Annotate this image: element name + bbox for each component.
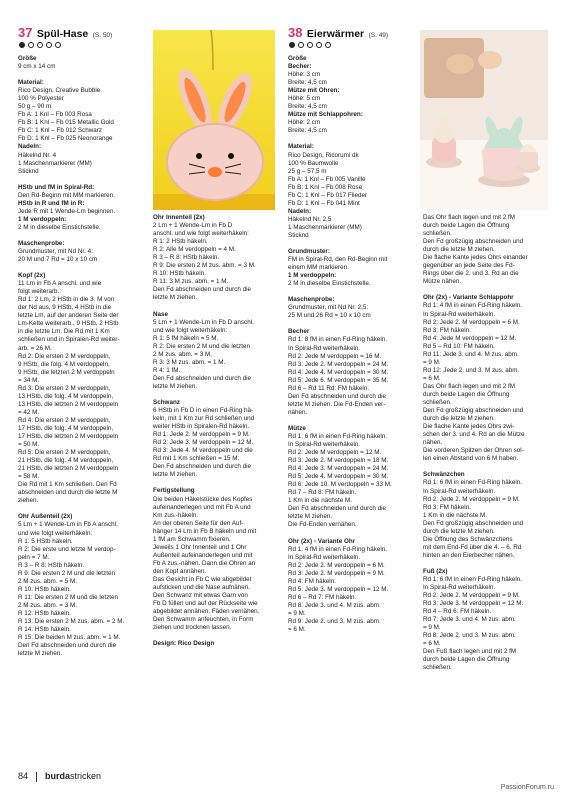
difficulty-dot-empty <box>325 42 331 48</box>
instruction-line: Rd 2: Jede 2. M verdoppeln = 9 M. <box>423 592 520 600</box>
instruction-line: und wie folgt weiterhäkeln: <box>18 529 93 537</box>
instruction-heading: 1 M verdoppeln: <box>18 215 67 223</box>
instruction-line: 2 Lm + 1 Wende-Lm in Fb D <box>153 222 233 230</box>
left-difficulty-dots <box>19 42 61 48</box>
instruction-block <box>288 425 413 530</box>
instruction-line: Höhe: 5 cm <box>288 95 321 103</box>
instruction-line: ziehen. <box>18 497 39 505</box>
instruction-line: Rd 5: Jede 6. M verdoppeln = 35 M. <box>288 376 389 384</box>
instruction-line: Rd 2: Jede M verdoppeln = 12 M. <box>288 449 382 457</box>
instruction-line: Rd 7: Jede 3. und 4. M zus. abm. <box>423 616 516 624</box>
left-pattern-title: Spül-Hase <box>36 28 89 40</box>
instruction-line: Fb B: 1 Knl – Fb 008 Rose <box>288 183 363 191</box>
instruction-line: Rd 5: Die ersten 2 M verdoppeln, <box>18 449 111 457</box>
instruction-line: R 9: Die ersten 2 M und die letzten <box>18 569 115 577</box>
instruction-line: Die Rd mit 1 Km schließen. Den Fd <box>18 481 117 489</box>
instruction-heading: HStb und fM in Spiral-Rd: <box>18 183 95 191</box>
instruction-line: In Spiral-Rd weiterhäkeln. <box>288 553 361 561</box>
instruction-line: schen der 3. und 4. Rd an die Mütze <box>423 431 525 439</box>
instruction-line: Fb B: 1 Knl – Fb 015 Metallic Gold <box>18 119 114 127</box>
instruction-line: 25 g – 57,5 m <box>288 167 327 175</box>
difficulty-dot-empty <box>55 42 61 48</box>
instruction-line: Rd 5: Jede 3. M verdoppeln = 12 M. <box>288 585 389 593</box>
instruction-line: Rd 4: Die ersten 2 M verdoppeln, <box>18 416 111 424</box>
instruction-line: 13 HStb, die letzten 2 M verdoppeln <box>18 400 119 408</box>
instruction-line: 5 Lm + 1 Wende-Lm in Fb A anschl. <box>18 521 118 529</box>
instruction-line: In Spiral-Rd weiterhäkeln. <box>288 441 361 449</box>
instruction-heading: Kopf (2x) <box>18 272 46 280</box>
instruction-line: Den Fd abschneiden und durch die <box>153 286 252 294</box>
instruction-line: Fb C: 1 Knl – Fb 012 Schwarz <box>18 127 102 135</box>
instruction-line: 21 HStb, die folg. 4 M verdoppeln, <box>18 457 114 465</box>
instruction-heading: Größe <box>288 55 307 62</box>
instruction-line: Rd 8: Jede 2. und 3. M zus. abm. <box>423 632 516 640</box>
instruction-heading: Material: <box>288 143 314 151</box>
instruction-line: Sticknd <box>288 231 309 239</box>
instruction-line: Rd 2: Jede 2. M verdoppeln = 6 M. <box>288 561 385 569</box>
instruction-line: = 6 M. <box>423 374 441 382</box>
instruction-line: Rd 4: Jede 4. M verdoppeln = 30 M. <box>288 368 389 376</box>
instruction-line: Rd 1: 6 fM in einen Fd-Ring häkeln. <box>288 432 388 440</box>
instruction-line: Rd 1: 4 fM in einen Fd-Ring häkeln. <box>288 545 388 553</box>
instruction-line: 2 M zus. abm. = 3 M. <box>153 350 212 358</box>
right-difficulty-dots <box>289 42 331 48</box>
egg-cosy-photo <box>420 30 548 210</box>
instruction-line: Fb D füllen und auf der Rückseite wie <box>153 600 258 608</box>
instruction-line: R 3 – R 8: HStb häkeln. <box>18 561 85 569</box>
instruction-line: Rd 5: Jede 4. M verdoppeln = 30 M. <box>288 473 389 481</box>
right-pattern-title: Eierwärmer <box>306 28 365 40</box>
instruction-line: Den Fd abschneiden und durch die <box>153 374 252 382</box>
instruction-line: den Kopf annähen. <box>153 567 207 575</box>
instruction-line: durch die letzte M ziehen. <box>423 246 495 254</box>
instruction-line: folgt weiterarb.: <box>18 288 62 296</box>
instruction-block <box>423 214 548 286</box>
instruction-line: In Spiral-Rd weiterhäkeln. <box>423 310 496 318</box>
instruction-line: = 6 M. <box>288 626 306 634</box>
instruction-line: = 6 M. <box>423 640 441 648</box>
left-pattern-header <box>18 24 112 42</box>
instruction-heading: HStb in R und fM in R: <box>18 199 85 207</box>
instruction-line: letzte M ziehen. <box>153 471 198 479</box>
instruction-line: In Spiral-Rd weiterhäkeln. <box>423 584 496 592</box>
instruction-line: In Spiral-Rd weiterhäkeln. <box>288 344 361 352</box>
instruction-line: An der oberen Seite für den Auf- <box>153 519 244 527</box>
instruction-line: Den Fd abschneiden und durch die <box>18 642 117 650</box>
instruction-line: Rd 9: Jede 2. und 3. M zus. abm. <box>288 618 381 625</box>
instruction-line: schließen. <box>423 399 452 407</box>
instruction-line: Rico Design, Creative Bubble <box>18 87 101 95</box>
instruction-line: letzte M ziehen. <box>153 294 198 302</box>
instruction-line: Fb A: 1 Knl – Fb 003 Rosa <box>18 111 92 119</box>
instruction-heading: Ohr (2x) - Variante Ohr <box>288 537 356 545</box>
instruction-line: Rico Design, Ricorumi dk <box>288 151 359 159</box>
instruction-line: Den Fd großzügig abschneiden und <box>423 519 524 527</box>
instruction-line: letzte M ziehen. Die Fd-Enden ver- <box>288 400 386 408</box>
instruction-heading: Grundmuster: <box>288 248 330 256</box>
instruction-line: Rd 4: Jede 3. M verdoppeln = 24 M. <box>288 465 389 473</box>
instruction-line: R 2: Die ersten 2 M und die letzten <box>153 342 250 350</box>
instruction-block <box>18 79 140 176</box>
instruction-line: R 3: 3 M zus. abm. = 1 M. <box>153 358 226 366</box>
page-footer <box>18 771 101 782</box>
instruction-line: hänger 14 Lm in Fb B häkeln und mit <box>153 527 257 535</box>
instruction-heading: Mütze <box>288 424 306 432</box>
right-pattern-page-ref: (S. 49) <box>368 32 389 39</box>
instruction-block <box>423 471 548 560</box>
instruction-line: Rd 3: Die ersten 2 M verdoppeln, <box>18 384 111 392</box>
instruction-line: R 11: Die ersten 2 M und die letzten <box>18 593 118 601</box>
instruction-block <box>18 184 140 232</box>
instruction-line: nähen. <box>423 439 443 447</box>
instruction-line: Rd 2: Jede M verdoppeln = 16 M. <box>288 352 382 360</box>
instruction-line: durch beide Lagen die Öffnung <box>423 390 510 398</box>
instruction-line: nähen. <box>288 408 308 416</box>
instruction-line: = 34 M. <box>18 376 40 384</box>
instruction-heading: Maschenprobe: <box>18 239 65 247</box>
instruction-line: = 9 M. <box>288 609 306 617</box>
instruction-heading: Mütze mit Schlappohren: <box>288 111 363 119</box>
instruction-heading: Fertigstellung <box>153 487 195 495</box>
instruction-line: 25 M und 26 Rd = 10 x 10 cm <box>288 312 371 320</box>
instruction-heading: Material: <box>18 79 44 87</box>
instruction-line: schließen. <box>423 664 452 672</box>
instruction-line: R 15: Die beiden M zus. abm. = 1 M. <box>18 634 121 642</box>
instruction-line: 20 M und 7 Rd = 10 x 10 cm <box>18 256 98 264</box>
instruction-line: der Nd aus, 9 HStb, 4 HStb in die <box>18 304 112 312</box>
instruction-line: Rd 3: Jede 4. M verdoppeln und die <box>153 447 253 455</box>
instruction-line: Rd 3: FM häkeln. <box>423 326 471 334</box>
instruction-line: 2 M zus. abm. = 5 M. <box>18 577 77 585</box>
instruction-line: R 1: 2 HStb häkeln. <box>153 238 208 246</box>
instruction-line: R 10: HStb häkeln. <box>18 585 71 593</box>
instruction-line: Breite: 4,5 cm <box>288 103 327 111</box>
instruction-heading: Mütze mit Ohren: <box>288 87 340 95</box>
instruction-line: Rd 1: 4 fM in einen Fd-Ring häkeln. <box>423 302 523 310</box>
instruction-line: Die Öffnung des Schwänzchens <box>423 535 513 543</box>
instruction-line: Mütze nähen. <box>423 278 462 286</box>
difficulty-dot-filled <box>19 42 25 48</box>
instruction-block <box>288 55 413 135</box>
instruction-line: Fb D: 1 Knl – Fb 041 Mint <box>288 199 360 207</box>
instruction-block <box>288 296 413 320</box>
difficulty-dot-empty <box>298 42 304 48</box>
instruction-line: Die Fd-Enden vernähen. <box>288 521 357 529</box>
instruction-line: 2 M zus. abm. = 3 M. <box>18 601 77 609</box>
instruction-line: anschl. und wie folgt weiterhäkeln: <box>153 230 249 238</box>
instruction-line: Rd 4: FM häkeln. <box>288 577 336 585</box>
instruction-line: Fb A: 1 Knl – Fb 005 Vanille <box>288 175 366 183</box>
instruction-block <box>18 55 140 71</box>
instruction-line: 1 Maschenmarkierer (MM) <box>18 159 92 167</box>
instruction-line: Höhe: 2 cm <box>288 119 321 127</box>
instruction-line: = 42 M. <box>18 408 40 416</box>
instruction-line: Rd 2: Jede 3. M verdoppeln = 12 M. <box>153 439 254 447</box>
instruction-line: 13 HStb, die folg. 4 M verdoppeln, <box>18 392 114 400</box>
instruction-block <box>153 640 278 648</box>
instruction-line: Rd 6 – Rd 11 Rd: FM häkeln. <box>288 384 370 392</box>
instruction-line: Grundmuster, mit Nd Nr. 2,5: <box>288 304 369 312</box>
instruction-line: 5 Lm + 1 Wende-Lm in Fb D anschl. <box>153 318 254 326</box>
instruction-line: Rd 7 – Rd 8: FM häkeln. <box>288 489 357 497</box>
left-column-1 <box>18 55 140 666</box>
instruction-line: hinten an den Eierbecher nähen. <box>423 551 515 559</box>
instruction-line: 2 M in dieselbe Einstichstelle. <box>288 280 371 288</box>
instruction-line: Rd 2: Jede 2. M verdoppeln = 6 M. <box>423 318 520 326</box>
instruction-line: 1 Km in die nächste M. <box>423 511 488 519</box>
instruction-line: Rd 1: 6 fM in einen Fd-Ring häkeln. <box>423 575 523 583</box>
instruction-line: 9 HStb, die letzten 2 M verdoppeln <box>18 368 115 376</box>
instruction-line: = 58 M. <box>18 473 40 481</box>
instruction-line: R 2: Die erste und letzte M verdop- <box>18 545 116 553</box>
instruction-line: Fb D: 1 Knl – Fb 025 Neonorange <box>18 135 113 143</box>
instruction-line: 100 % Polyester <box>18 95 64 103</box>
instruction-line: abschneiden und durch die letzte M <box>18 489 118 497</box>
instruction-heading: Nadeln: <box>18 143 42 151</box>
instruction-line: Die vorderen Spitzen der Ohren sol- <box>423 447 524 455</box>
instruction-line: Den Fuß flach legen und mit 2 fM <box>423 648 517 656</box>
instruction-line: FM in Spiral-Rd, den Rd-Beginn mit <box>288 256 388 264</box>
instruction-heading: Schwanz <box>153 398 180 406</box>
instruction-line: Den Schwamm anfeuchten, in Form <box>153 616 254 624</box>
instruction-line: Den Fd großzügig abschneiden und <box>423 238 524 246</box>
instruction-line: Breite: 4,5 cm <box>288 127 327 135</box>
instruction-line: Den Fd abschneiden und durch die <box>153 463 252 471</box>
instruction-heading: Ohr Außenteil (2x) <box>18 513 73 521</box>
instruction-line: Jede R mit 1 Wende-Lm beginnen. <box>18 207 116 215</box>
instruction-heading: Becher: <box>288 63 312 71</box>
left-column-2 <box>153 214 278 656</box>
instruction-line: durch beide Lagen die Öffnung <box>423 222 510 230</box>
instruction-line: schließen und in Spiralen-Rd weiter- <box>18 336 120 344</box>
instruction-line: mit dem End-Fd über die 4. – 6. Rd <box>423 543 522 551</box>
instruction-heading: Fuß (2x) <box>423 567 448 575</box>
instruction-line: schließen. <box>423 230 452 238</box>
instruction-line: Häkelnd Nr. 4 <box>18 151 57 159</box>
instruction-line: Sticknd <box>18 167 39 175</box>
difficulty-dot-filled <box>289 42 295 48</box>
instruction-line: 21 HStb, die letzten 2 M verdoppeln <box>18 465 119 473</box>
instruction-line: Rd mit 1 Km schließen = 15 M. <box>153 455 240 463</box>
instruction-line: Rd 4: Jede M verdoppeln = 12 M. <box>423 334 517 342</box>
right-column-1 <box>288 55 413 642</box>
instruction-line: 6 HStb in Fb D in einen Fd-Ring hä- <box>153 407 254 415</box>
instruction-line: durch die letzte M ziehen. <box>423 527 495 535</box>
instruction-block <box>288 143 413 240</box>
instruction-heading: Ohr Innenteil (2x) <box>153 214 205 221</box>
instruction-heading: Design: Rico Design <box>153 640 215 648</box>
instruction-line: Fb C: 1 Knl – Fb 017 Flieder <box>288 191 368 199</box>
left-pattern-page-ref: (S. 50) <box>92 32 113 39</box>
instruction-line: Rd 5 – Rd 10: FM häkeln. <box>423 342 495 350</box>
instruction-line: 9 cm x 14 cm <box>18 63 56 71</box>
instruction-line: Rd 1: 2 Lm, 2 HStb in die 3. M von <box>18 296 115 304</box>
instruction-line: 9 HStb, die folg. 4 M verdoppeln, <box>18 360 110 368</box>
instruction-line: 17 HStb, die letzten 2 M verdoppeln <box>18 433 119 441</box>
brand-light: stricken <box>70 771 102 781</box>
instruction-line: Das Ohr flach legen und mit 2 fM <box>423 382 516 390</box>
instruction-block <box>153 214 278 303</box>
instruction-block <box>423 294 548 463</box>
instruction-line: 1 Maschenmarkierer (MM) <box>288 223 362 231</box>
instruction-line: Häkelnd Nr. 2,5 <box>288 215 332 223</box>
instruction-line: Den Rd-Beginn mit MM markieren. <box>18 191 115 199</box>
instruction-line: letzte M ziehen. <box>153 382 198 390</box>
instruction-line: Den Fd großzügig abschneiden und <box>423 407 524 415</box>
difficulty-dot-empty <box>307 42 313 48</box>
instruction-line: = 9 M. <box>423 358 441 366</box>
instruction-line: weiter HStb in Spiralen-Rd häkeln. <box>153 423 250 431</box>
instruction-line: Höhe: 3 cm <box>288 71 321 79</box>
instruction-line: Rd 2: Die ersten 2 M verdoppeln, <box>18 352 111 360</box>
instruction-heading: Nase <box>153 310 169 318</box>
instruction-line: R 4: 1 fM. <box>153 366 181 374</box>
instruction-line: Km zus.-häkeln. <box>153 511 199 519</box>
instruction-block <box>18 272 140 505</box>
instruction-line: = 9 M. <box>423 624 441 632</box>
instruction-line: Rd 6: Jede 10. M verdoppeln = 33 M. <box>288 481 392 489</box>
instruction-line: Die beiden Häkelstücke des Kopfes <box>153 495 253 503</box>
instruction-line: aufeinanderlegen und mit Fb A und <box>153 503 251 511</box>
instruction-line: Rd 3: Jede 2. M verdoppeln = 18 M. <box>288 457 389 465</box>
instruction-block <box>288 328 413 417</box>
instruction-heading: Ohr (2x) - Variante Schlappohr <box>423 294 514 302</box>
instruction-line: letzte Lm, auf der anderen Seite der <box>18 312 119 320</box>
instruction-line: 17 HStb, die folg. 4 M verdoppeln, <box>18 424 114 432</box>
instruction-line: Rd 12: Jede 2. und 3. M zus. abm. <box>423 366 520 374</box>
instruction-line: R 11: 3 M zus. abm. = 1 M. <box>153 278 229 286</box>
instruction-line: Den Schwanz mit etwas Garn von <box>153 592 248 600</box>
instruction-line: 11 Lm in Fb A anschl. und wie <box>18 280 102 288</box>
instruction-line: R 10: HStb häkeln. <box>153 270 206 278</box>
instruction-line: Fb A zus.-nähen. Dann die Ohren an <box>153 559 256 567</box>
instruction-block <box>153 399 278 479</box>
instruction-line: Den Fd abschneiden und durch die <box>288 505 387 513</box>
instruction-line: und wie folgt weiterhäkeln: <box>153 326 228 334</box>
instruction-block <box>423 568 548 673</box>
instruction-line: Die flache Kante jedes Ohrs einander <box>423 254 528 262</box>
instruction-line: R 2: Alle M verdoppeln = 4 M. <box>153 246 236 254</box>
instruction-line: Den Fd abschneiden und durch die <box>288 392 387 400</box>
difficulty-dot-empty <box>37 42 43 48</box>
instruction-heading: Nadeln: <box>288 207 312 215</box>
instruction-line: R 14: HStb häkeln. <box>18 626 71 634</box>
instruction-line: Rd 2: Jede 2. M verdoppeln = 9 M. <box>423 495 520 503</box>
instruction-line: R 3 – R 8: HStb häkeln. <box>153 254 220 262</box>
instruction-line: R 1: 5 HStb häkeln. <box>18 537 73 545</box>
instruction-line: Rd 4 – Rd 6: FM häkeln. <box>423 608 492 616</box>
instruction-line: peln = 7 M. <box>18 553 50 561</box>
instruction-line: 50 g – 90 m <box>18 103 52 111</box>
instruction-line: Breite: 4,5 cm <box>288 79 327 87</box>
instruction-line: len einen Abstand von 6 M haben. <box>423 455 519 463</box>
instruction-line: letzte M ziehen. <box>288 513 333 521</box>
instruction-line: = 50 M. <box>18 441 40 449</box>
instruction-line: Rd 1: 8 fM in einen Fd-Ring häkeln. <box>288 336 388 344</box>
instruction-line: Grundmuster, mit Nd Nr. 4: <box>18 247 93 255</box>
instruction-line: durch beide Lagen die Öffnung <box>423 656 510 664</box>
difficulty-dot-empty <box>316 42 322 48</box>
instruction-line: gegenüber an jede Seite des Fd- <box>423 262 515 270</box>
difficulty-dot-empty <box>46 42 52 48</box>
right-pattern-header <box>288 24 388 42</box>
instruction-line: durch die letzte M ziehen. <box>423 415 495 423</box>
right-pattern-number: 38 <box>288 25 303 40</box>
instruction-heading: Maschenprobe: <box>288 296 335 304</box>
instruction-line: Das Ohr flach legen und mit 2 fM <box>423 214 516 221</box>
page-number: 84 <box>18 771 29 781</box>
brand-bold: burda <box>45 771 71 781</box>
instruction-line: Rd 8: Jede 3. und 4. M zus. abm. <box>288 601 381 609</box>
instruction-block <box>288 248 413 288</box>
instruction-line: Rd 3: Jede 3. M verdoppeln = 12 M. <box>423 600 524 608</box>
instruction-heading: 1 M verdoppeln: <box>288 272 337 280</box>
instruction-line: ziehen und trocknen lassen. <box>153 624 232 632</box>
instruction-line: In Spiral-Rd weiterhäkeln. <box>423 487 496 495</box>
instruction-line: Rd 3: Jede 2. M verdoppeln = 24 M. <box>288 360 389 368</box>
watermark: PassionForum.ru <box>500 784 554 791</box>
instruction-line: 1 Km in die nächste M. <box>288 497 353 505</box>
instruction-line: 1 fM am Schwamm fixieren. <box>153 535 231 543</box>
instruction-line: R 1: 5 fM häkeln = 5 M. <box>153 334 219 342</box>
instruction-heading: Becher <box>288 328 310 336</box>
footer-divider <box>36 772 37 782</box>
instruction-line: Jeweils 1 Ohr Innenteil und 1 Ohr <box>153 543 247 551</box>
instruction-line: Rd 6 – Rd 7: FM häkeln. <box>288 593 357 601</box>
instruction-line: Rings über die 2. und 3. Rd an die <box>423 270 519 278</box>
instruction-line: Rd 11: Jede 3. und 4. M zus. abm. <box>423 350 519 358</box>
instruction-line: abgebildet annähen. Fäden vernähen. <box>153 608 260 616</box>
instruction-line: Rd 1: Jede 2. M verdoppeln = 9 M. <box>153 431 250 439</box>
instruction-line: 100 % Baumwolle <box>288 159 339 167</box>
instruction-line: Rd 3: FM häkeln. <box>423 503 471 511</box>
instruction-line: Rd 1: 6 fM in einen Fd-Ring häkeln. <box>423 479 523 487</box>
right-column-2 <box>423 214 548 681</box>
instruction-line: Das Gesicht in Fb C wie abgebildet <box>153 575 252 583</box>
instruction-block <box>18 513 140 658</box>
bunny-sponge-photo <box>153 30 275 210</box>
instruction-block <box>153 311 278 391</box>
instruction-heading: Schwänzchen <box>423 471 465 479</box>
instruction-line: 2 M in dieselbe Einstichstelle. <box>18 223 101 231</box>
instruction-line: einem MM markieren. <box>288 264 349 272</box>
instruction-line: aufsticken und die Nase aufnähen. <box>153 584 250 592</box>
instruction-line: in die letzte Lm. Die Rd mit 1 Km <box>18 328 110 336</box>
instruction-line: Außenteil aufeinanderlegen und mit <box>153 551 253 559</box>
instruction-line: letzte M ziehen. <box>18 650 63 658</box>
instruction-line: R 12: HStb häkeln. <box>18 610 71 617</box>
difficulty-dot-empty <box>28 42 34 48</box>
instruction-line: arb. = 26 M. <box>18 344 52 352</box>
instruction-block <box>18 240 140 264</box>
left-pattern-number: 37 <box>18 25 33 40</box>
instruction-line: Lm-Kette weiterarb., 9 HStb, 2 HStb <box>18 320 119 328</box>
instruction-line: R 9: Die ersten 2 M zus. abm. = 3 M. <box>153 262 256 270</box>
instruction-line: keln, mit 1 Km zur Rd schließen und <box>153 415 255 423</box>
instruction-block <box>288 538 413 635</box>
instruction-line: Rd 3: Jede 2. M verdoppeln = 9 M. <box>288 569 385 577</box>
instruction-block <box>153 487 278 632</box>
instruction-line: Die flache Kante jedes Ohrs zwi- <box>423 423 515 431</box>
instruction-heading: Größe <box>18 55 37 62</box>
magazine-brand <box>45 771 101 781</box>
instruction-line: R 13: Die ersten 2 M zus. abm. = 2 M. <box>18 618 125 626</box>
